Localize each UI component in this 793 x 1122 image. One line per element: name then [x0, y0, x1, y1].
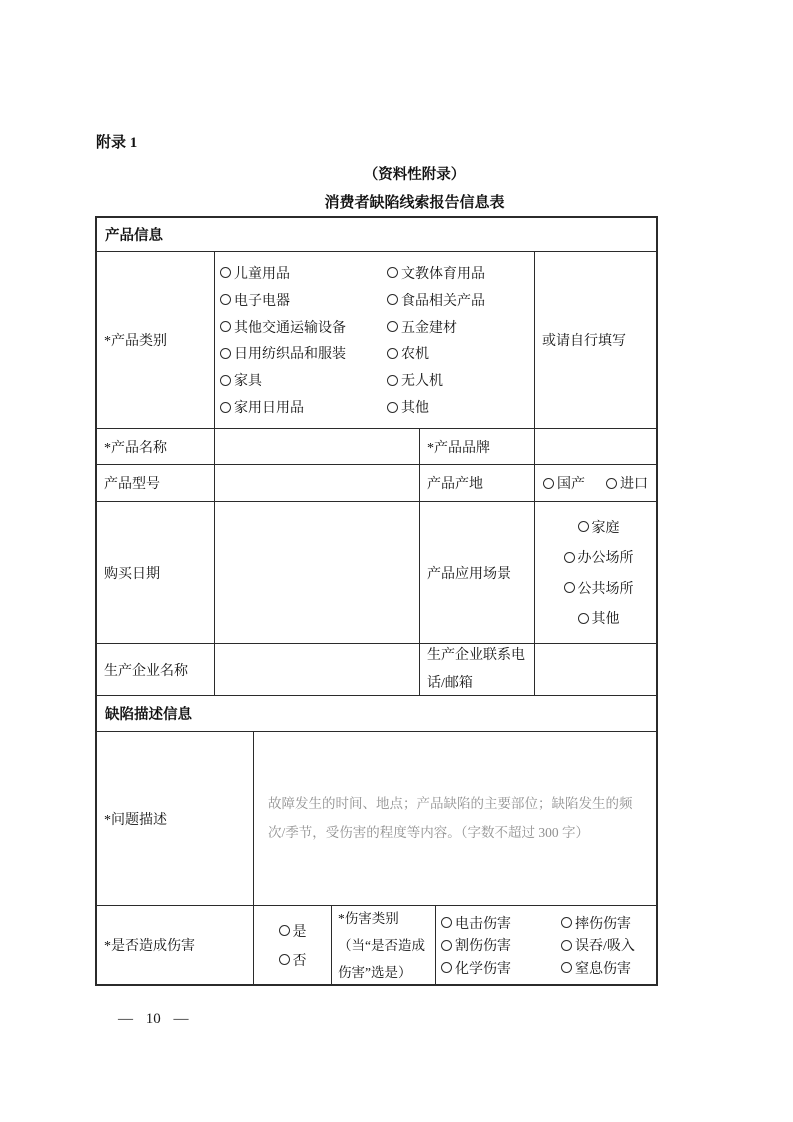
radio-category-household-goods[interactable]: [220, 397, 387, 417]
radio-circle-icon: [220, 267, 231, 278]
radio-label: 其他: [591, 612, 620, 628]
radio-scene-other[interactable]: [578, 608, 620, 628]
manufacturer-contact-label: 生产企业联系电话/邮箱: [420, 644, 535, 695]
radio-circle-icon: [387, 294, 398, 305]
manufacturer-name-input[interactable]: [215, 644, 420, 695]
radio-category-hardware-building-materials[interactable]: [387, 317, 534, 337]
manufacturer-contact-input[interactable]: [535, 644, 656, 695]
purchase-date-row: [97, 502, 656, 644]
radio-circle-icon: [387, 402, 398, 413]
product-info-section-row: [97, 218, 656, 252]
radio-circle-icon: [279, 925, 290, 936]
injury-caused-label: *是否造成伤害: [97, 906, 254, 984]
radio-circle-icon: [561, 962, 572, 973]
radio-circle-icon: [220, 321, 231, 332]
radio-label: 文教体育用品: [401, 266, 485, 282]
radio-category-drone[interactable]: [387, 370, 534, 390]
radio-label: 窒息伤害: [575, 961, 631, 977]
radio-circle-icon: [564, 582, 575, 593]
radio-label: 摔伤伤害: [575, 916, 631, 932]
radio-circle-icon: [387, 267, 398, 278]
radio-label: 是: [292, 924, 307, 940]
radio-circle-icon: [220, 348, 231, 359]
product-info-section-header: 产品信息: [105, 228, 163, 244]
radio-category-electronics[interactable]: [220, 290, 387, 310]
problem-description-label: *问题描述: [97, 732, 254, 905]
radio-injury-suffocation[interactable]: [561, 958, 656, 978]
radio-scene-office[interactable]: [564, 547, 634, 567]
product-category-row: [97, 252, 656, 429]
radio-injury-yes[interactable]: [279, 921, 307, 941]
application-scene-label: 产品应用场景: [420, 502, 535, 643]
problem-description-placeholder: 故障发生的时间、地点；产品缺陷的主要部位；缺陷发生的频次/季节，受伤害的程度等内容。（字数不超过 300 字）: [268, 796, 633, 840]
product-name-row: [97, 429, 656, 465]
radio-category-textiles-and-clothing[interactable]: [220, 343, 387, 363]
radio-circle-icon: [441, 962, 452, 973]
radio-category-other-transport-equipment[interactable]: [220, 317, 387, 337]
injury-type-options-col1: [441, 910, 561, 980]
purchase-date-input[interactable]: [215, 502, 420, 643]
product-origin-options: [535, 465, 656, 501]
radio-category-culture-sports-goods[interactable]: [387, 263, 534, 283]
radio-injury-no[interactable]: [279, 950, 307, 970]
radio-injury-electric-shock[interactable]: [441, 913, 561, 933]
radio-label: 公共场所: [577, 581, 634, 597]
radio-circle-icon: [387, 375, 398, 386]
radio-label: 五金建材: [401, 320, 457, 336]
report-form-table: [95, 216, 658, 986]
radio-category-other[interactable]: [387, 397, 534, 417]
product-model-row: [97, 465, 656, 502]
appendix-type-subtitle: （资料性附录）: [363, 167, 466, 183]
purchase-date-label: 购买日期: [97, 502, 215, 643]
problem-description-input[interactable]: [254, 732, 656, 905]
radio-label: 无人机: [401, 374, 443, 390]
product-model-label: 产品型号: [97, 465, 215, 501]
injury-type-options: [436, 906, 656, 984]
radio-label: 否: [292, 953, 307, 969]
problem-description-row: [97, 732, 656, 906]
product-brand-label: *产品品牌: [420, 429, 535, 464]
radio-circle-icon: [606, 478, 617, 489]
radio-origin-domestic[interactable]: [543, 473, 585, 493]
radio-circle-icon: [220, 402, 231, 413]
radio-injury-cut[interactable]: [441, 935, 561, 955]
radio-circle-icon: [387, 348, 398, 359]
radio-label: 家庭: [591, 520, 620, 536]
radio-label: 进口: [620, 477, 648, 492]
product-name-label: *产品名称: [97, 429, 215, 464]
radio-category-children-products[interactable]: [220, 263, 387, 283]
product-brand-input[interactable]: [535, 429, 656, 464]
radio-label: 其他交通运输设备: [234, 320, 346, 336]
radio-label: 化学伤害: [455, 961, 511, 977]
radio-label: 国产: [557, 477, 585, 492]
radio-circle-icon: [220, 375, 231, 386]
form-title: 消费者缺陷线索报告信息表: [324, 195, 505, 211]
radio-category-food-related-products[interactable]: [387, 290, 534, 310]
page-number: — 10 —: [118, 1011, 189, 1027]
radio-origin-imported[interactable]: [606, 473, 648, 493]
injury-type-options-col2: [561, 910, 656, 980]
radio-circle-icon: [564, 552, 575, 563]
radio-circle-icon: [578, 521, 589, 532]
radio-label: 农机: [401, 347, 429, 363]
radio-label: 食品相关产品: [401, 293, 485, 309]
product-category-options-col2: [387, 256, 534, 424]
radio-scene-home[interactable]: [578, 517, 620, 537]
radio-circle-icon: [561, 940, 572, 951]
radio-label: 电子电器: [234, 293, 290, 309]
product-category-options: [215, 252, 535, 428]
radio-circle-icon: [441, 940, 452, 951]
injury-row: [97, 906, 656, 984]
radio-category-agricultural-machinery[interactable]: [387, 343, 534, 363]
radio-circle-icon: [561, 917, 572, 928]
manufacturer-name-label: 生产企业名称: [97, 644, 215, 695]
radio-circle-icon: [578, 613, 589, 624]
radio-injury-swallow-inhale[interactable]: [561, 935, 656, 955]
radio-circle-icon: [543, 478, 554, 489]
radio-circle-icon: [220, 294, 231, 305]
radio-injury-chemical[interactable]: [441, 958, 561, 978]
manufacturer-row: [97, 644, 656, 696]
product-category-options-col1: [220, 256, 387, 424]
product-category-label: *产品类别: [97, 252, 215, 428]
radio-label: 儿童用品: [234, 266, 290, 282]
radio-label: 割伤伤害: [455, 939, 511, 954]
defect-info-section-header: 缺陷描述信息: [105, 707, 192, 723]
radio-label: 办公场所: [577, 551, 634, 567]
radio-injury-fall[interactable]: [561, 913, 656, 933]
radio-circle-icon: [441, 917, 452, 928]
radio-label: 电击伤害: [455, 916, 511, 932]
radio-label: 日用纺织品和服装: [234, 347, 346, 363]
product-origin-label: 产品产地: [420, 465, 535, 501]
application-scene-options: [535, 502, 656, 643]
radio-category-furniture[interactable]: [220, 370, 387, 390]
radio-circle-icon: [387, 321, 398, 332]
radio-label: 其他: [401, 401, 429, 417]
injury-caused-options: [254, 906, 332, 984]
radio-label: 家具: [234, 374, 262, 390]
radio-circle-icon: [279, 954, 290, 965]
category-free-fill-cell[interactable]: 或请自行填写: [542, 334, 626, 349]
radio-scene-public-place[interactable]: [564, 578, 634, 598]
radio-label: 误吞/吸入: [575, 939, 635, 954]
radio-label: 家用日用品: [234, 401, 304, 417]
appendix-label: 附录 1: [96, 135, 138, 151]
injury-type-label: *伤害类别（当“是否造成伤害”选是）: [332, 906, 436, 984]
product-model-input[interactable]: [215, 465, 420, 501]
defect-info-section-row: [97, 696, 656, 732]
product-name-input[interactable]: [215, 429, 420, 464]
